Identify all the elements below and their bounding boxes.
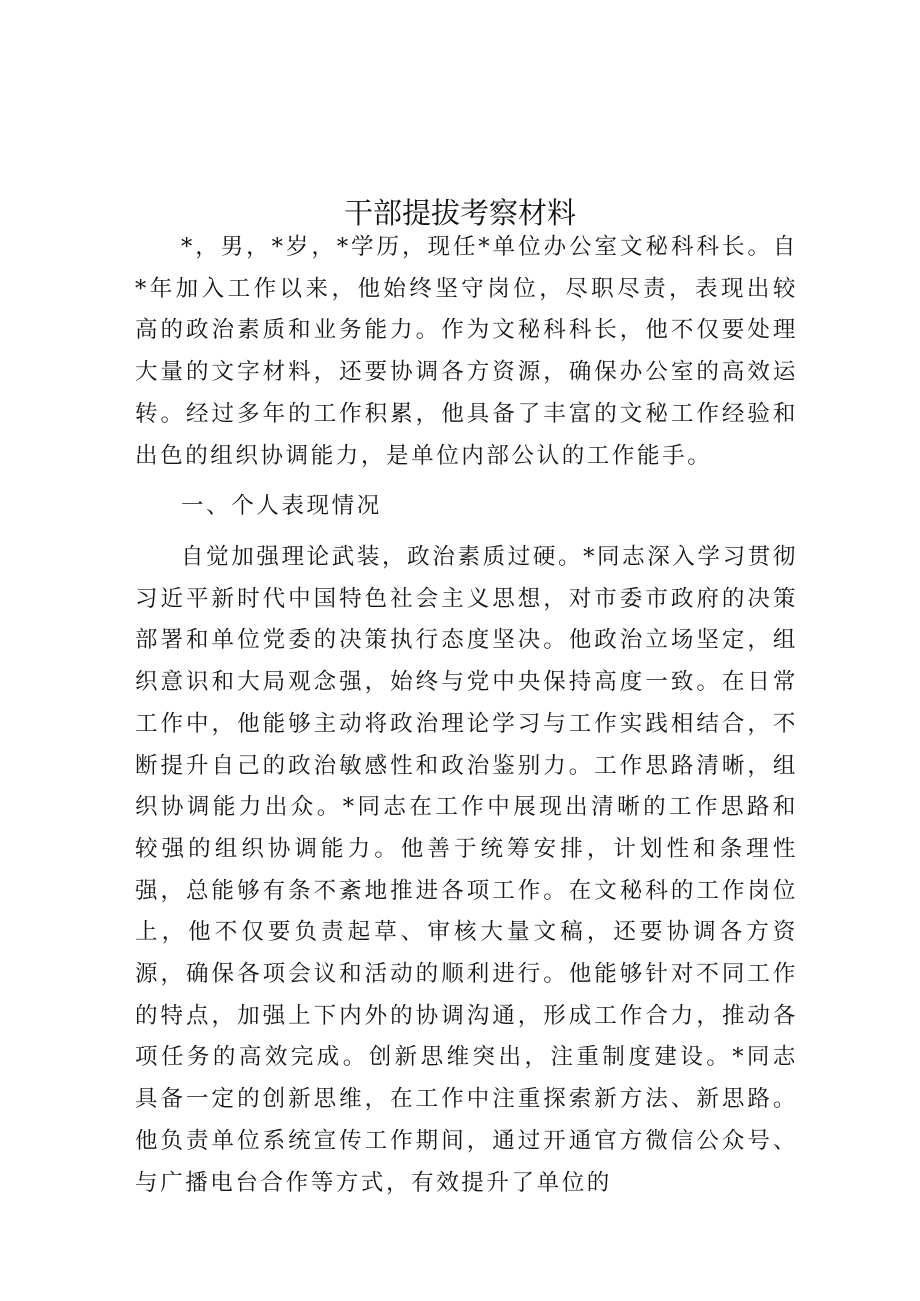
intro-paragraph: *，男，*岁，*学历，现任*单位办公室文秘科科长。自*年加入工作以来，他始终坚守岗位，尽职尽责，表现出较高的政治素质和业务能力。作为文秘科科长，他不仅要处理大量的文字材料，还要协调各方资源，确保办公室的高效运转。经过多年的工作积累，他具备了丰富的文秘工作经验和出色的组织协调能力，是单位内部公认的工作能手。: [135, 234, 798, 469]
section-heading: 一、个人表现情况: [181, 493, 382, 519]
document-title: 干部提拔考察材料: [343, 196, 576, 231]
section-paragraph: 自觉加强理论武装，政治素质过硬。*同志深入学习贯彻习近平新时代中国特色社会主义思想，对市委市政府的决策部署和单位党委的决策执行态度坚决。他政治立场坚定，组织意识和大局观念强，始终与党中央保持高度一致。在日常工作中，他能够主动将政治理论学习与工作实践相结合，不断提升自己的政治敏感性和政治鉴别力。工作思路清晰，组织协调能力出众。*同志在工作中展现出清晰的工作思路和较强的组织协调能力。他善于统筹安排，计划性和条理性强，总能够有条不紊地推进各项工作。在文秘科的工作岗位上，他不仅要负责起草、审核大量文稿，还要协调各方资源，确保各项会议和活动的顺利进行。他能够针对不同工作的特点，加强上下内外的协调沟通，形成工作合力，推动各项任务的高效完成。创新思维突出，注重制度建设。*同志具备一定的创新思维，在工作中注重探索新方法、新思路。他负责单位系统宣传工作期间，通过开通官方微信公众号、与广播电台合作等方式，有效提升了单位的: [135, 544, 798, 1196]
